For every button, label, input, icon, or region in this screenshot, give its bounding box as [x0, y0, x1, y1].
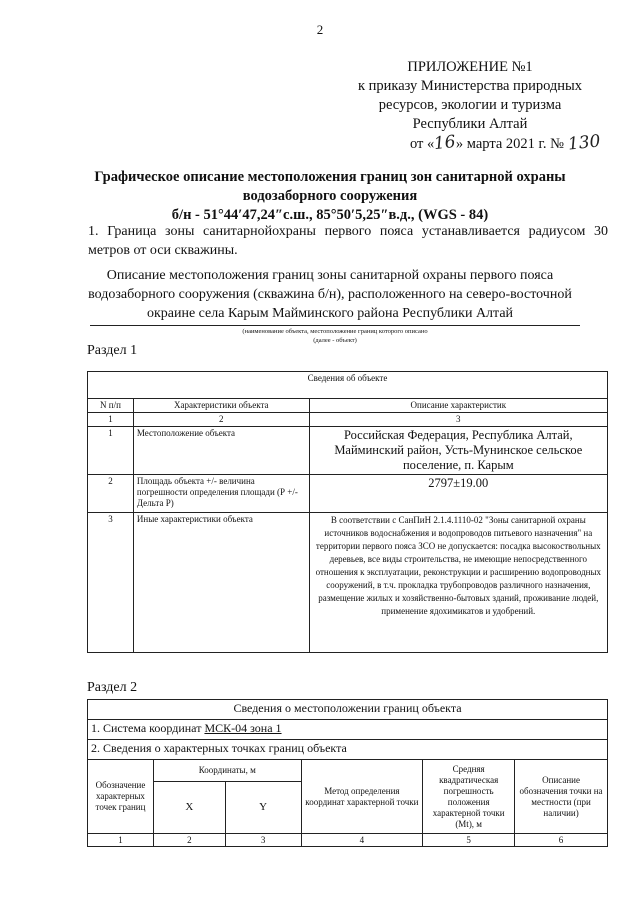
title-line-3: б/н - 51°44′47,24″с.ш., 85°50′5,25″в.д., (WGS - 84) [171, 207, 489, 223]
header-n: N п/п [88, 399, 134, 413]
header-x: X [153, 782, 225, 834]
appendix-block [340, 58, 600, 154]
col-number: 5 [423, 834, 515, 847]
col-number: 4 [301, 834, 423, 847]
col-number: 3 [225, 834, 301, 847]
order-date-line [340, 131, 601, 155]
object-info-table [87, 371, 608, 653]
table-2-title: Сведения о местоположении границ объекта [88, 700, 608, 720]
section-1-label: Раздел 1 [87, 343, 138, 358]
handwritten-day: 16 [433, 131, 457, 155]
section-2-label: Раздел 2 [87, 680, 138, 695]
header-designation: Обозначение характерных точек границ [88, 760, 154, 834]
header-y: Y [225, 782, 301, 834]
row-description: Российская Федерация, Республика Алтай, Майминский район, Усть-Мунинское сельское поселение, п. Карым [309, 427, 607, 475]
points-title: 2. Сведения о характерных точках границ объекта [88, 740, 608, 760]
col-number: 6 [515, 834, 608, 847]
row-characteristic: Иные характеристики объекта [133, 513, 309, 653]
row-number: 1 [88, 427, 134, 475]
col-number: 3 [309, 413, 607, 427]
paragraph-1: 1. Граница зоны санитарнойохраны первого пояса устанавливается радиусом 30 метров от оси скважины. [88, 224, 608, 258]
header-error: Средняя квадратическая погрешность положения характерной точки (Mt), м [423, 760, 515, 834]
table-row [88, 513, 608, 653]
object-description: Описание местоположения границ зоны санитарной охраны первого пояса водозаборного сооружения (скважина б/н), расположенного на северо-восточной окраине села Карым Майминского района Республики Алтай [88, 268, 572, 321]
col-number: 1 [88, 413, 134, 427]
boundary-info-table [87, 699, 608, 847]
row-description: В соответствии с СанПиН 2.1.4.1110-02 "Зоны санитарной охраны источников водоснабжения и водопроводов питьевого назначения" на территории первого пояса ЗСО не допускается: посадка высокоствольных деревьев, все виды строительства, не имеющие непосредственного отношения к эксплуатации, реконструкции и расширению водопроводных сооружений, в т.ч. прокладка трубопроводов различного назначения, размещение жилых и хозяйственно-бытовых зданий, проживание людей, применение ядохимикатов и удобрений. [309, 513, 607, 653]
date-suffix: » марта 2021 г. № [455, 136, 564, 152]
title-line-2: водозаборного сооружения [242, 188, 418, 204]
col-number: 2 [133, 413, 309, 427]
header-point-description: Описание обозначения точки на местности (при наличии) [515, 760, 608, 834]
note-line-2: (далее - объект) [313, 337, 357, 344]
header-method: Метод определения координат характерной точки [301, 760, 423, 834]
coord-system-prefix: 1. Система координат [91, 721, 205, 735]
table-row [88, 427, 608, 475]
handwritten-order-number: 130 [566, 131, 601, 155]
title-line-1: Графическое описание местоположения границ зон санитарной охраны [94, 169, 566, 185]
row-description: 2797±19.00 [309, 475, 607, 513]
appendix-line-1: к приказу Министерства природных [357, 78, 583, 94]
row-characteristic: Местоположение объекта [133, 427, 309, 475]
row-number: 2 [88, 475, 134, 513]
col-number: 2 [153, 834, 225, 847]
row-characteristic: Площадь объекта +/- величина погрешности определения площади (Р +/- Дельта Р) [133, 475, 309, 513]
table-row [88, 475, 608, 513]
page-number: 2 [316, 22, 324, 37]
note-line-1: (наименование объекта, местоположение границ которого описано [242, 328, 428, 335]
col-number: 1 [88, 834, 154, 847]
row-number: 3 [88, 513, 134, 653]
date-prefix: от « [409, 136, 435, 152]
description-note [90, 327, 580, 345]
header-characteristics: Характеристики объекта [133, 399, 309, 413]
coordinate-system [88, 720, 608, 740]
coord-system-value: МСК-04 зона 1 [204, 721, 282, 735]
header-coordinates: Координаты, м [153, 760, 301, 782]
description-underline [90, 325, 580, 326]
header-description: Описание характеристик [309, 399, 607, 413]
appendix-line-2: ресурсов, экологии и туризма [378, 97, 562, 113]
document-title [60, 168, 600, 225]
appendix-title: ПРИЛОЖЕНИЕ №1 [407, 59, 533, 75]
table-1-title: Сведения об объекте [88, 372, 608, 399]
appendix-line-3: Республики Алтай [412, 116, 528, 132]
